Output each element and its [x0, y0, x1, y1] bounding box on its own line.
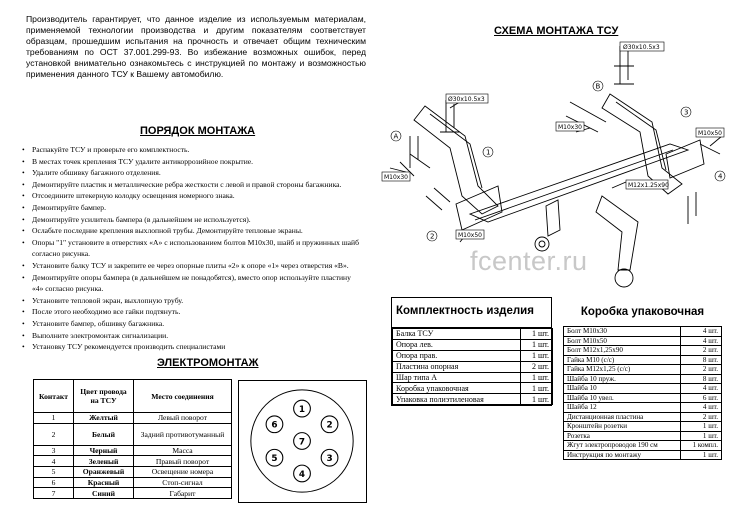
kit-title: Комплектность изделия — [392, 298, 551, 328]
table-row — [564, 327, 722, 337]
step-item: • Установите бампер, обшивку багажника. — [20, 318, 390, 330]
item-name: Шайба 10 — [564, 384, 681, 394]
column-header: Цвет провода на ТСУ — [74, 380, 134, 413]
item-qty: 1 шт. — [681, 422, 722, 432]
step-item: • В местах точек крепления ТСУ удалите антикоррозийное покрытие. — [20, 156, 390, 168]
table-header-row — [34, 380, 232, 413]
box-panel — [563, 297, 722, 460]
connection-place: Левый поворот — [134, 413, 232, 424]
item-name: Шар типа А — [393, 372, 521, 383]
table-row — [564, 450, 722, 460]
step-item: • Ослабьте последние крепления выхлопной трубы. Демонтируйте тепловые экраны. — [20, 225, 390, 237]
step-item: • После этого необходимо все гайки подтянуть. — [20, 306, 390, 318]
m10x30b-label: M10x30 — [558, 124, 582, 131]
item-qty: 4 шт. — [681, 403, 722, 413]
item-qty: 8 шт. — [681, 374, 722, 384]
mounting-steps — [20, 144, 390, 353]
step-item: • Удалите обшивку багажного отделения. — [20, 167, 390, 179]
intro-paragraph: Производитель гарантирует, что данное изделие из используемым материалам, применяемой технологии производства и другим показателям соответствует образцам, прошедшим испытания на прочность и отвечает общим техническим требованиям по ОСТ 37.001.299-93. Во избежание возможных ошибок, перед установкой внимательно ознакомьтесь с инструкцией по монтажу и возможностью применения данного ТСУ к Вашему автомобилю. — [26, 14, 366, 79]
step-item: • Демонтируйте бампер. — [20, 202, 390, 214]
pin-label: 5 — [271, 454, 278, 465]
table-row — [393, 394, 553, 405]
pin-number: 3 — [34, 445, 74, 456]
m10x30a-label: M10x30 — [384, 174, 408, 181]
item-qty: 1 шт. — [521, 383, 553, 394]
socket-icon — [239, 381, 366, 502]
table-row — [34, 467, 232, 478]
item-qty: 4 шт. — [681, 336, 722, 346]
item-qty: 1 шт. — [521, 350, 553, 361]
item-name: Пластина опорная — [393, 361, 521, 372]
callout-A: A — [393, 132, 399, 141]
table-row — [564, 384, 722, 394]
item-name: Шайба 10 увел. — [564, 393, 681, 403]
pin-label: 3 — [326, 454, 333, 465]
item-qty: 1 шт. — [521, 329, 553, 340]
item-name: Розетка — [564, 431, 681, 441]
table-row — [34, 488, 232, 499]
hook-neck-shape — [596, 196, 638, 270]
step-item: • Распакуйте ТСУ и проверьте его комплектность. — [20, 144, 390, 156]
item-name: Гайка М10 (с/с) — [564, 355, 681, 365]
box-table — [563, 326, 722, 460]
m10x50a-label: M10x50 — [458, 232, 482, 239]
wire-color: Оранжевый — [74, 467, 134, 478]
electrical-title: ЭЛЕКТРОМОНТАЖ — [157, 357, 259, 369]
item-qty: 8 шт. — [681, 355, 722, 365]
pin-number: 4 — [34, 456, 74, 467]
table-row — [34, 445, 232, 456]
table-row — [564, 431, 722, 441]
column-header: Место соединения — [134, 380, 232, 413]
callout-3: 3 — [684, 108, 689, 117]
pin-label: 1 — [298, 404, 306, 415]
wire-color: Красный — [74, 477, 134, 488]
wire-color: Белый — [74, 423, 134, 445]
item-qty: 2 шт. — [521, 361, 553, 372]
item-name: Шайба 12 — [564, 403, 681, 413]
pin-number: 5 — [34, 467, 74, 478]
connection-place: Стоп-сигнал — [134, 477, 232, 488]
item-qty: 2 шт. — [681, 365, 722, 375]
item-name: Балка ТСУ — [393, 329, 521, 340]
table-row — [34, 413, 232, 424]
item-qty: 4 шт. — [681, 327, 722, 337]
item-name: Кронштейн розетки — [564, 422, 681, 432]
step-item: • Выполните электромонтаж сигнализации. — [20, 330, 390, 342]
watermark: fcenter.ru — [470, 246, 588, 276]
item-qty: 1 шт. — [521, 339, 553, 350]
table-row — [564, 412, 722, 422]
box-title: Коробка упаковочная — [580, 306, 705, 318]
table-row — [393, 350, 553, 361]
item-name: Жгут электропроводов 190 см — [564, 441, 681, 451]
connection-place: Освещение номера — [134, 467, 232, 478]
bolt2-label: Ø30x10.5x3 — [623, 44, 660, 51]
table-row — [393, 339, 553, 350]
order-title: ПОРЯДОК МОНТАЖА — [140, 125, 256, 137]
table-row — [393, 329, 553, 340]
pin-label: 2 — [326, 420, 333, 431]
step-item: • Установите балку ТСУ и закрепите ее через опорные плиты «2» к опоре «1» через отверстия «В». — [20, 260, 390, 272]
connection-place: Масса — [134, 445, 232, 456]
step-item: • Установите тепловой экран, выхлопную трубу. — [20, 295, 390, 307]
item-qty: 2 шт. — [681, 412, 722, 422]
pin-label: 7 — [298, 437, 306, 448]
callout-B: B — [595, 82, 601, 91]
step-item: • Опоры "1" установите в отверстиях «А» с использованием болтов М10х30, шайб и пружинных шайб — [20, 237, 390, 249]
wire-color: Синий — [74, 488, 134, 499]
pin-number: 6 — [34, 477, 74, 488]
item-qty: 1 шт. — [681, 450, 722, 460]
table-row — [34, 423, 232, 445]
table-row — [393, 361, 553, 372]
wire-color: Зеленый — [74, 456, 134, 467]
table-row — [34, 477, 232, 488]
step-item: • Отсоедините штекерную колодку освещения номерного знака. — [20, 190, 390, 202]
item-name: Упаковка полиэтиленовая — [393, 394, 521, 405]
step-item: • Демонтируйте пластик и металлические ребра жесткости с левой и правой стороны багажника. — [20, 179, 390, 191]
pin-number: 2 — [34, 423, 74, 445]
item-qty: 4 шт. — [681, 384, 722, 394]
table-row — [564, 403, 722, 413]
item-name: Гайка М12х1,25 (с/с) — [564, 365, 681, 375]
step-item-continuation: «4» согласно рисунка. — [32, 284, 104, 294]
step-item: • Установку ТСУ рекомендуется производить специалистами — [20, 341, 390, 353]
connection-place: Габарит — [134, 488, 232, 499]
column-header: Контакт — [34, 380, 74, 413]
item-name: Болт М10х50 — [564, 336, 681, 346]
table-row — [564, 374, 722, 384]
item-name: Болт М10х30 — [564, 327, 681, 337]
table-row — [564, 422, 722, 432]
wire-color: Желтый — [74, 413, 134, 424]
step-item: • Демонтируйте усилитель бампера (в дальнейшем не используется). — [20, 214, 390, 226]
bolt1-label: Ø30x10.5x3 — [448, 96, 485, 103]
table-row — [564, 365, 722, 375]
kit-table — [392, 328, 553, 405]
connection-place: Правый поворот — [134, 456, 232, 467]
electrical-table — [33, 379, 232, 499]
table-row — [564, 441, 722, 451]
table-row — [564, 336, 722, 346]
socket-pinout — [238, 380, 367, 503]
kit-panel — [391, 297, 552, 406]
item-name: Инструкция по монтажу — [564, 450, 681, 460]
callout-2: 2 — [430, 232, 435, 241]
pin-number: 1 — [34, 413, 74, 424]
item-qty: 1 шт. — [521, 372, 553, 383]
step-item: • Демонтируйте опоры бампера (в дальнейшем не понадобятся), вместо опор используйте пластину — [20, 272, 390, 284]
item-qty: 6 шт. — [681, 393, 722, 403]
table-row — [564, 346, 722, 356]
table-row — [393, 372, 553, 383]
item-name: Болт М12х1,25х90 — [564, 346, 681, 356]
pin-label: 4 — [298, 469, 306, 480]
item-qty: 1 шт. — [681, 431, 722, 441]
item-qty: 1 компл. — [681, 441, 722, 451]
item-qty: 1 шт. — [521, 394, 553, 405]
item-name: Дистанционная пластина — [564, 412, 681, 422]
table-row — [564, 393, 722, 403]
step-item-continuation: согласно рисунка. — [32, 249, 91, 259]
connection-place: Задний противотуманный — [134, 423, 232, 445]
callout-4: 4 — [718, 172, 723, 181]
pin-number: 7 — [34, 488, 74, 499]
item-name: Шайба 10 пруж. — [564, 374, 681, 384]
scheme-title: СХЕМА МОНТАЖА ТСУ — [494, 25, 619, 37]
wire-color: Черный — [74, 445, 134, 456]
table-row — [564, 355, 722, 365]
item-name: Коробка упаковочная — [393, 383, 521, 394]
callout-1: 1 — [486, 148, 491, 157]
item-name: Опора прав. — [393, 350, 521, 361]
pin-label: 6 — [271, 420, 278, 431]
item-qty: 2 шт. — [681, 346, 722, 356]
item-name: Опора лев. — [393, 339, 521, 350]
left-support-shape — [414, 106, 498, 214]
m10x50b-label: M10x50 — [698, 130, 722, 137]
table-row — [34, 456, 232, 467]
m12-label: M12x1.25x90 — [628, 182, 669, 189]
table-row — [393, 383, 553, 394]
